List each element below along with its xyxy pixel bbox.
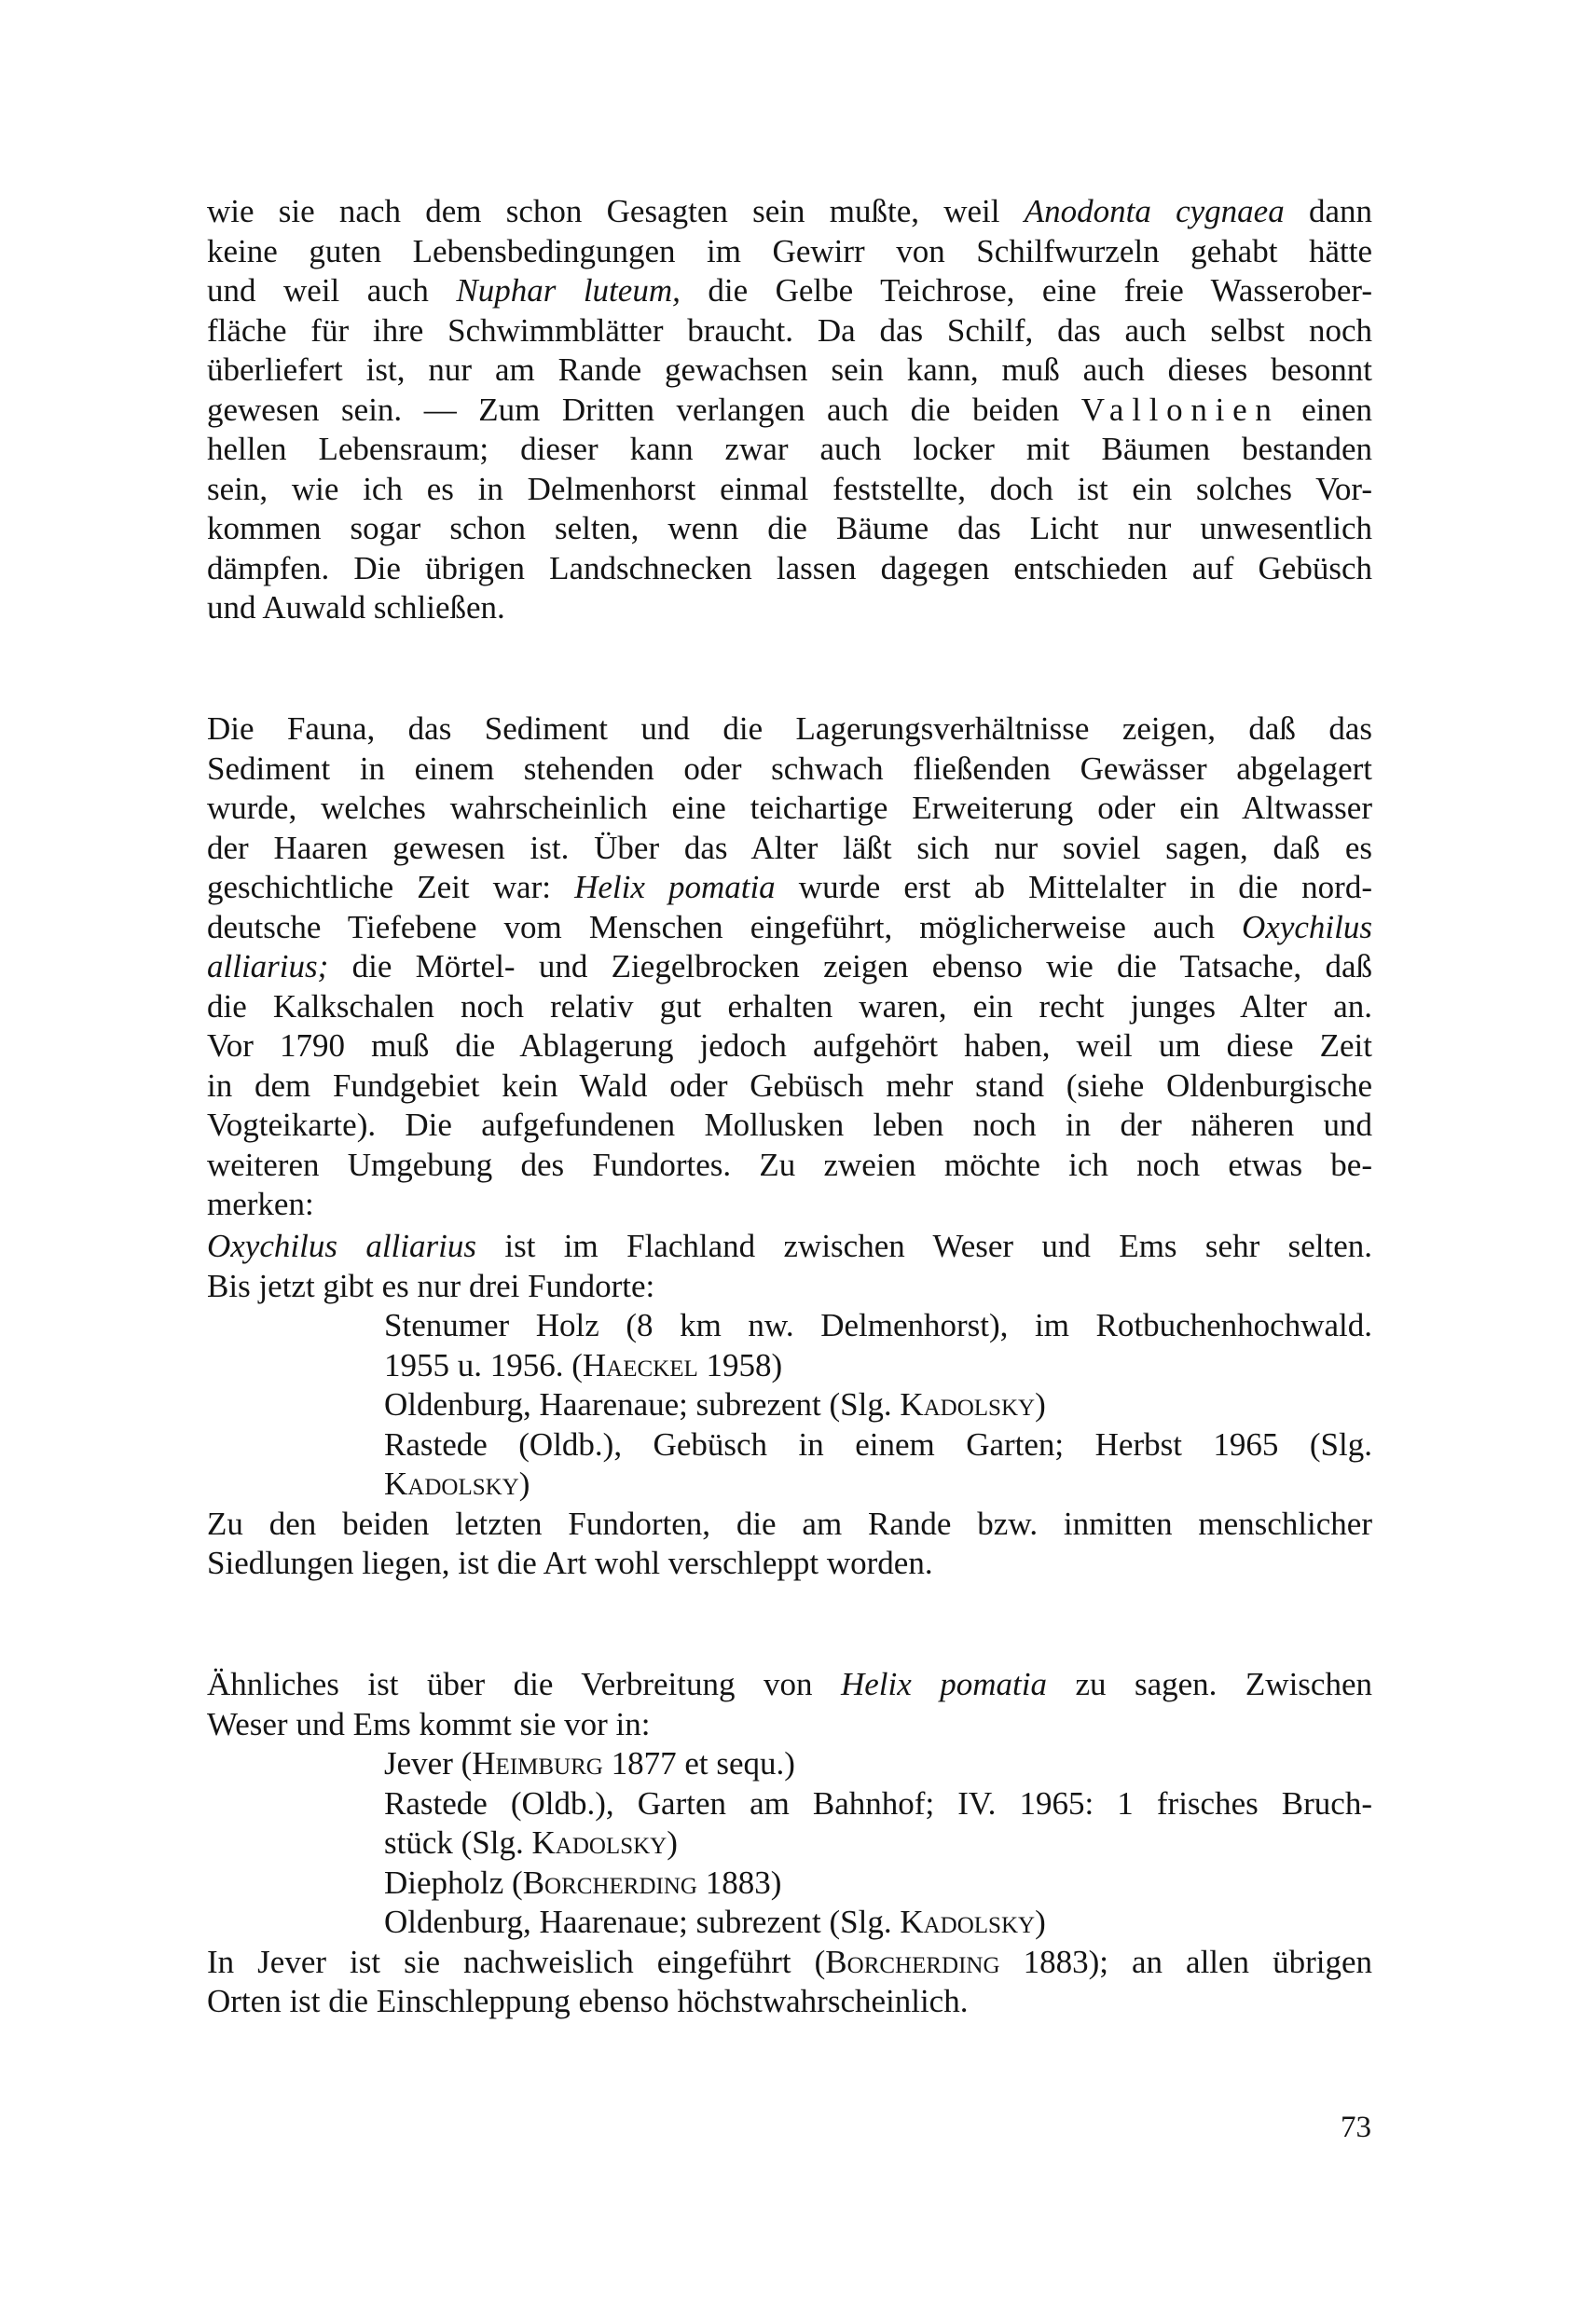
text-line: alliarius; die Mörtel- und Ziegelbrocken zeigen ebenso wie die Tatsache, daß: [207, 948, 1372, 984]
species-name: Helix pomatia: [574, 869, 776, 905]
text-line: überliefert ist, nur am Rande gewachsen sein kann, muß auch dieses besonnt: [207, 351, 1372, 388]
author-name: Heimburg: [472, 1745, 603, 1782]
text-line: wie sie nach dem schon Gesagten sein mußte, weil Anodonta cygnaea dann: [207, 193, 1372, 229]
text-line: dämpfen. Die übrigen Landschnecken lassen dagegen entschieden auf Gebüsch: [207, 549, 1372, 586]
spaced-term: Vallonien: [1080, 391, 1280, 428]
text-line: Bis jetzt gibt es nur drei Fundorte:: [207, 1267, 655, 1304]
text-line: der Haaren gewesen ist. Über das Alter läßt sich nur soviel sagen, daß es: [207, 829, 1372, 866]
text-line: fläche für ihre Schwimmblätter braucht. Da das Schilf, das auch selbst noch: [207, 311, 1372, 349]
text-line: Oxychilus alliarius ist im Flachland zwischen Weser und Ems sehr selten.: [207, 1228, 1372, 1264]
paragraph-4-intro: [207, 1665, 1372, 1744]
author-name: Kadolsky: [900, 1904, 1036, 1940]
text-line: und Auwald schließen.: [207, 589, 505, 626]
text-line: Zu den beiden letzten Fundorten, die am Rande bzw. inmitten menschlicher: [207, 1505, 1372, 1542]
locality-entry: [207, 1744, 1372, 1784]
page-number: 73: [1341, 2111, 1371, 2144]
text-line: keine guten Lebensbedingungen im Gewirr von Schilfwurzeln gehabt hätte: [207, 232, 1372, 269]
text-line: gewesen sein. — Zum Dritten verlangen auch die beiden Vallonien einen: [207, 391, 1372, 428]
author-name: Kadolsky: [900, 1386, 1036, 1423]
locality-entry: [207, 1784, 1372, 1864]
author-name: Haeckel: [582, 1346, 698, 1383]
text-line: Jever (Heimburg 1877 et sequ.): [384, 1745, 795, 1782]
species-name: Anodonta cygnaea: [1024, 193, 1285, 229]
text-line: wurde, welches wahrscheinlich eine teichartige Erweiterung oder ein Altwasser: [207, 790, 1372, 826]
text-line: und weil auch Nuphar luteum, die Gelbe Teichrose, eine freie Wasserober-: [207, 272, 1372, 309]
author-name: Kadolsky: [384, 1466, 519, 1502]
paragraph-3-intro: [207, 1227, 1372, 1306]
species-name: Nuphar luteum,: [456, 272, 681, 309]
text-line: weiteren Umgebung des Fundortes. Zu zweien möchte ich noch etwas be-: [207, 1146, 1372, 1183]
text-line: Weser und Ems kommt sie vor in:: [207, 1705, 651, 1742]
text-line: geschichtliche Zeit war: Helix pomatia wurde erst ab Mittelalter in die nord-: [207, 869, 1372, 905]
text-line: In Jever ist sie nachweislich eingeführt (Borcherding 1883); an allen übrigen: [207, 1943, 1372, 1980]
text-line: die Kalkschalen noch relativ gut erhalten waren, ein recht junges Alter an.: [207, 987, 1372, 1025]
author-name: Borcherding: [825, 1943, 1000, 1980]
text-line: Oldenburg, Haarenaue; subrezent (Slg. Kadolsky): [384, 1386, 1046, 1423]
author-name: Kadolsky: [531, 1824, 667, 1861]
text-line: merken:: [207, 1186, 314, 1222]
text-line: stück (Slg. Kadolsky): [384, 1824, 678, 1861]
locality-entry: [207, 1306, 1372, 1385]
paragraph-4: [207, 1665, 1372, 2022]
text-line: hellen Lebensraum; dieser kann zwar auch locker mit Bäumen bestanden: [207, 431, 1372, 467]
text-line: deutsche Tiefebene vom Menschen eingeführt, möglicherweise auch Oxychilus: [207, 908, 1372, 945]
text-line: Stenumer Holz (8 km nw. Delmenhorst), im Rotbuchenhochwald.: [384, 1307, 1372, 1343]
paragraph-4-closing: [207, 1943, 1372, 2022]
text-line: Orten ist die Einschleppung ebenso höchstwahrscheinlich.: [207, 1983, 969, 2019]
text-line: in dem Fundgebiet kein Wald oder Gebüsch mehr stand (siehe Oldenburgische: [207, 1067, 1372, 1104]
text-line: kommen sogar schon selten, wenn die Bäume das Licht nur unwesentlich: [207, 510, 1372, 546]
species-name: alliarius;: [207, 948, 329, 984]
text-line: Rastede (Oldb.), Gebüsch in einem Garten; Herbst 1965 (Slg.: [384, 1425, 1372, 1463]
locality-list-helix: [207, 1744, 1372, 1943]
text-line: sein, wie ich es in Delmenhorst einmal feststellte, doch ist ein solches Vor-: [207, 470, 1372, 507]
text-line: Siedlungen liegen, ist die Art wohl verschleppt worden.: [207, 1545, 933, 1581]
text-line: Kadolsky): [384, 1466, 530, 1502]
species-name: Oxychilus alliarius: [207, 1228, 476, 1264]
locality-entry: [207, 1864, 1372, 1904]
text-line: Oldenburg, Haarenaue; subrezent (Slg. Kadolsky): [384, 1904, 1046, 1940]
text-line: Die Fauna, das Sediment und die Lagerungsverhältnisse zeigen, daß das: [207, 710, 1372, 747]
text-line: Vor 1790 muß die Ablagerung jedoch aufgehört haben, weil um diese Zeit: [207, 1027, 1372, 1064]
paragraph-2: [207, 709, 1372, 1225]
text-line: Rastede (Oldb.), Garten am Bahnhof; IV. 1965: 1 frisches Bruch-: [384, 1784, 1372, 1822]
locality-entry: [207, 1425, 1372, 1505]
text-line: Sediment in einem stehenden oder schwach fließenden Gewässer abgelagert: [207, 750, 1372, 787]
paragraph-3: [207, 1227, 1372, 1584]
text-line: Diepholz (Borcherding 1883): [384, 1864, 782, 1901]
author-name: Borcherding: [522, 1864, 697, 1901]
paragraph-1: [207, 192, 1372, 628]
locality-entry: [207, 1903, 1372, 1943]
text-line: 1955 u. 1956. (Haeckel 1958): [384, 1346, 783, 1383]
species-name: Oxychilus: [1242, 908, 1372, 945]
locality-entry: [207, 1385, 1372, 1425]
locality-list-oxychilus: [207, 1306, 1372, 1505]
species-name: Helix pomatia: [840, 1666, 1047, 1702]
paragraph-3-closing: [207, 1505, 1372, 1584]
text-line: Vogteikarte). Die aufgefundenen Mollusken leben noch in der näheren und: [207, 1107, 1372, 1143]
text-line: Ähnliches ist über die Verbreitung von Helix pomatia zu sagen. Zwischen: [207, 1666, 1372, 1702]
